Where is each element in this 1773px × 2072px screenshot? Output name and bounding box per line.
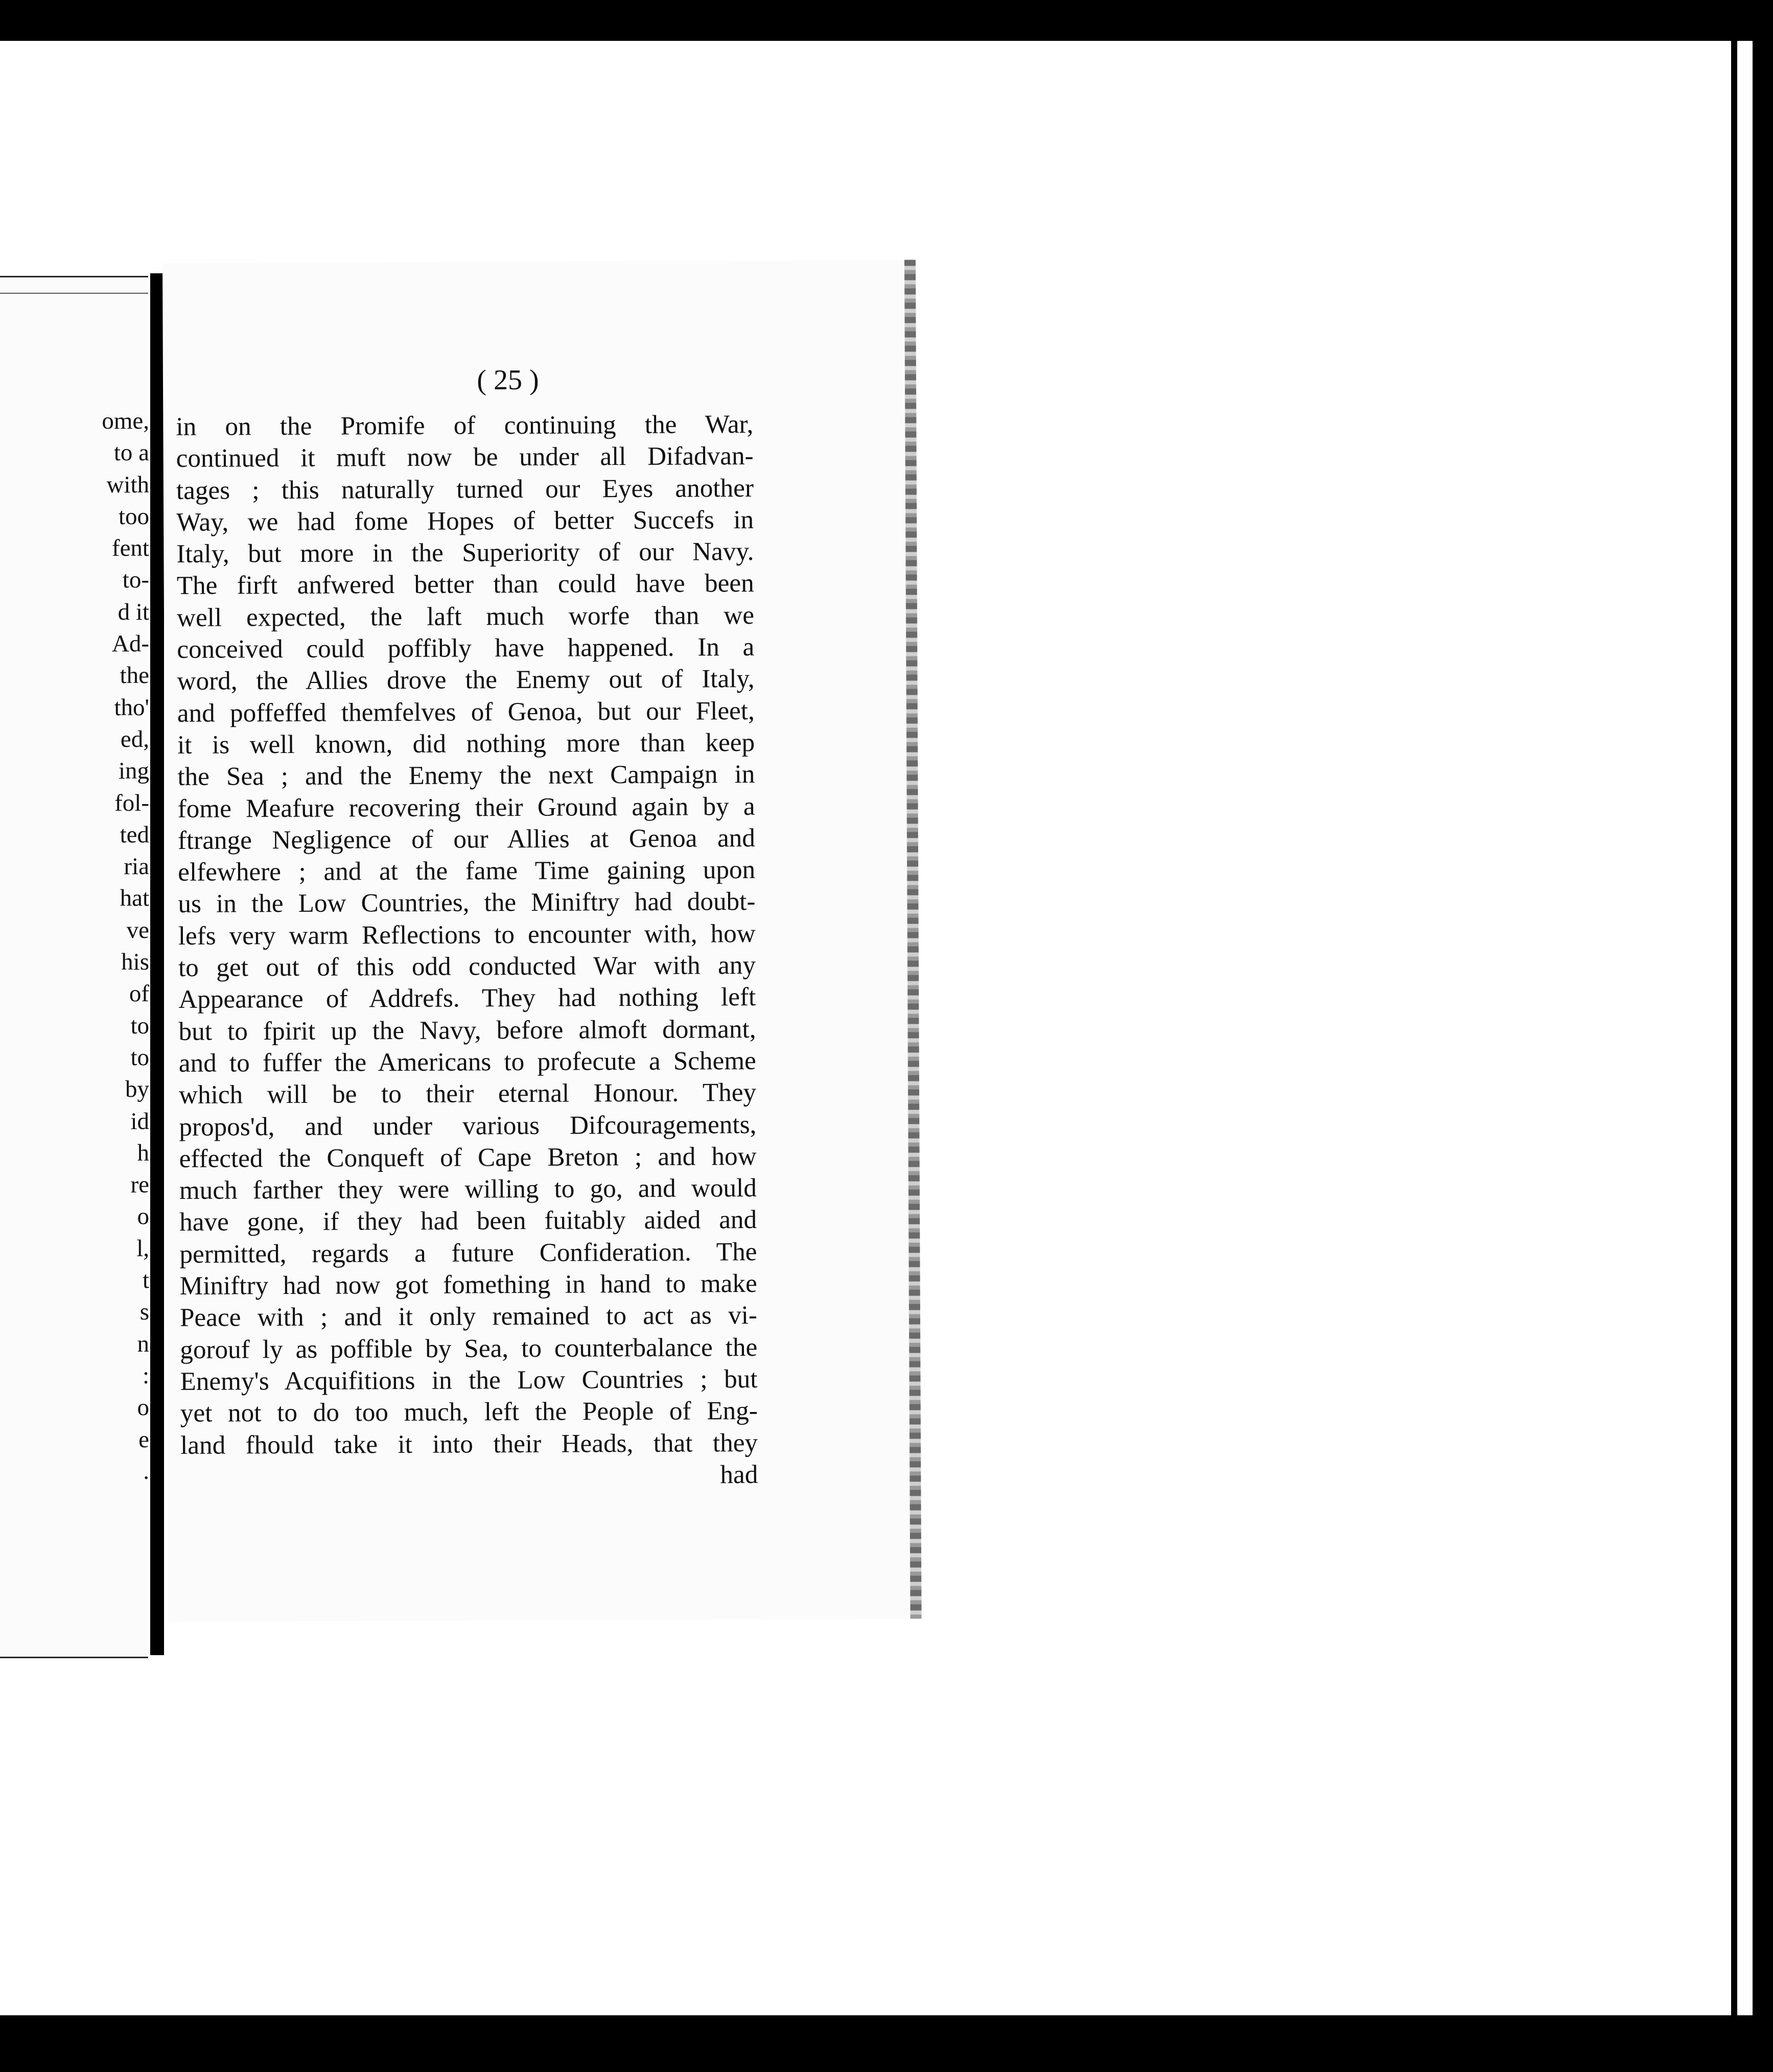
left-line-end: to	[130, 1012, 149, 1039]
left-page-line-ends	[0, 405, 149, 1487]
left-line-end: .	[143, 1457, 149, 1485]
text-line: Enemy's Acquifitions in the Low Countries ; but	[180, 1364, 758, 1396]
left-line-end: o	[137, 1203, 149, 1230]
left-line-end: l,	[136, 1235, 149, 1262]
left-line-end: too	[118, 503, 149, 530]
text-line: well expected, the laft much worfe than we	[176, 600, 755, 632]
text-line: ftrange Negligence of our Allies at Genoa and	[177, 823, 756, 855]
left-line-end: ed,	[120, 725, 149, 752]
scan-border-top	[0, 0, 1773, 41]
text-line: fome Meafure recovering their Ground again by a	[177, 791, 755, 823]
left-line-end: fent	[111, 535, 149, 562]
text-line: but to fpirit up the Navy, before almoft dormant,	[178, 1014, 756, 1046]
text-line: propos'd, and under various Difcouragements,	[179, 1110, 757, 1142]
text-line: in on the Promife of continuing the War,	[176, 409, 754, 441]
text-line: The firft anfwered better than could have been	[176, 569, 754, 601]
catchword: had	[720, 1459, 758, 1490]
text-line: and poffeffed themfelves of Genoa, but our Fleet,	[177, 696, 755, 728]
text-line: the Sea ; and the Enemy the next Campaign in	[177, 760, 755, 792]
left-line-end: d it	[118, 598, 149, 625]
left-line-end: fol-	[114, 789, 149, 816]
left-line-end: o	[137, 1394, 149, 1421]
left-line-end: s	[139, 1299, 149, 1326]
scan-border-right-inner	[1735, 41, 1753, 2016]
left-line-end: t	[142, 1267, 149, 1294]
left-line-end: of	[129, 980, 149, 1007]
left-line-end: the	[120, 662, 149, 689]
text-line: gorouf ly as poffible by Sea, to counterbalance the	[180, 1332, 758, 1364]
left-page-edge	[0, 293, 148, 294]
text-line: elfewhere ; and at the fame Time gaining upon	[178, 855, 756, 887]
left-line-end: ted	[120, 821, 149, 848]
text-line: it is well known, did nothing more than keep	[177, 727, 755, 760]
text-line: Italy, but more in the Superiority of our Navy.	[176, 537, 754, 569]
left-line-end: ve	[126, 916, 149, 944]
text-line: us in the Low Countries, the Miniftry had doubt-	[178, 887, 756, 919]
left-line-end: tho'	[114, 694, 149, 721]
left-line-end: ria	[124, 853, 149, 880]
text-line: permitted, regards a future Confideration. The	[179, 1237, 757, 1269]
text-line: tages ; this naturally turned our Eyes another	[176, 473, 754, 505]
page-number: ( 25 )	[477, 364, 539, 396]
left-page-fragment	[0, 276, 148, 1658]
text-line: and to fuffer the Americans to profecute a Scheme	[178, 1046, 756, 1078]
left-line-end: h	[137, 1139, 149, 1166]
right-page	[162, 260, 920, 1622]
text-line: Peace with ; and it only remained to act as vi-	[179, 1301, 758, 1333]
text-line: Way, we had fome Hopes of better Succefs in	[176, 505, 754, 537]
text-line: lefs very warm Reflections to encounter with, how	[178, 919, 756, 951]
page-edge-texture	[904, 260, 922, 1619]
left-line-end: id	[130, 1108, 149, 1135]
left-line-end: e	[138, 1426, 149, 1453]
text-line: word, the Allies drove the Enemy out of Italy,	[177, 664, 755, 696]
text-line: yet not to do too much, left the People of Eng-	[180, 1396, 758, 1428]
text-line: effected the Conqueft of Cape Breton ; and how	[179, 1141, 757, 1173]
text-line: land fhould take it into their Heads, that they	[180, 1428, 758, 1460]
text-line: much farther they were willing to go, and would	[179, 1173, 757, 1205]
left-line-end: ome,	[102, 408, 149, 434]
text-line: have gone, if they had been fuitably aided and	[179, 1205, 757, 1237]
left-line-end: to-	[122, 567, 149, 594]
text-line: Miniftry had now got fomething in hand to make	[179, 1268, 757, 1301]
body-text	[176, 409, 758, 1493]
text-line: conceived could poffibly have happened. In a	[177, 632, 755, 664]
left-line-end: to	[130, 1044, 149, 1071]
left-line-end: n	[137, 1330, 149, 1357]
left-line-end: to a	[113, 439, 149, 466]
left-line-end: by	[125, 1076, 149, 1103]
left-line-end: Ad-	[111, 630, 149, 657]
left-line-end: hat	[120, 885, 149, 912]
text-line: Appearance of Addrefs. They had nothing left	[178, 982, 756, 1015]
left-line-end: with	[106, 471, 149, 498]
text-line: which will be to their eternal Honour. They	[178, 1078, 757, 1110]
text-line: to get out of this odd conducted War with any	[178, 950, 756, 982]
book-gutter	[150, 273, 164, 1655]
text-line: continued it muft now be under all Difadvan-	[176, 441, 754, 474]
left-line-end: :	[142, 1362, 149, 1389]
left-line-end: re	[130, 1171, 149, 1198]
left-line-end: his	[121, 949, 149, 976]
left-line-end: ing	[118, 758, 149, 785]
scan-border-bottom	[0, 2015, 1773, 2072]
